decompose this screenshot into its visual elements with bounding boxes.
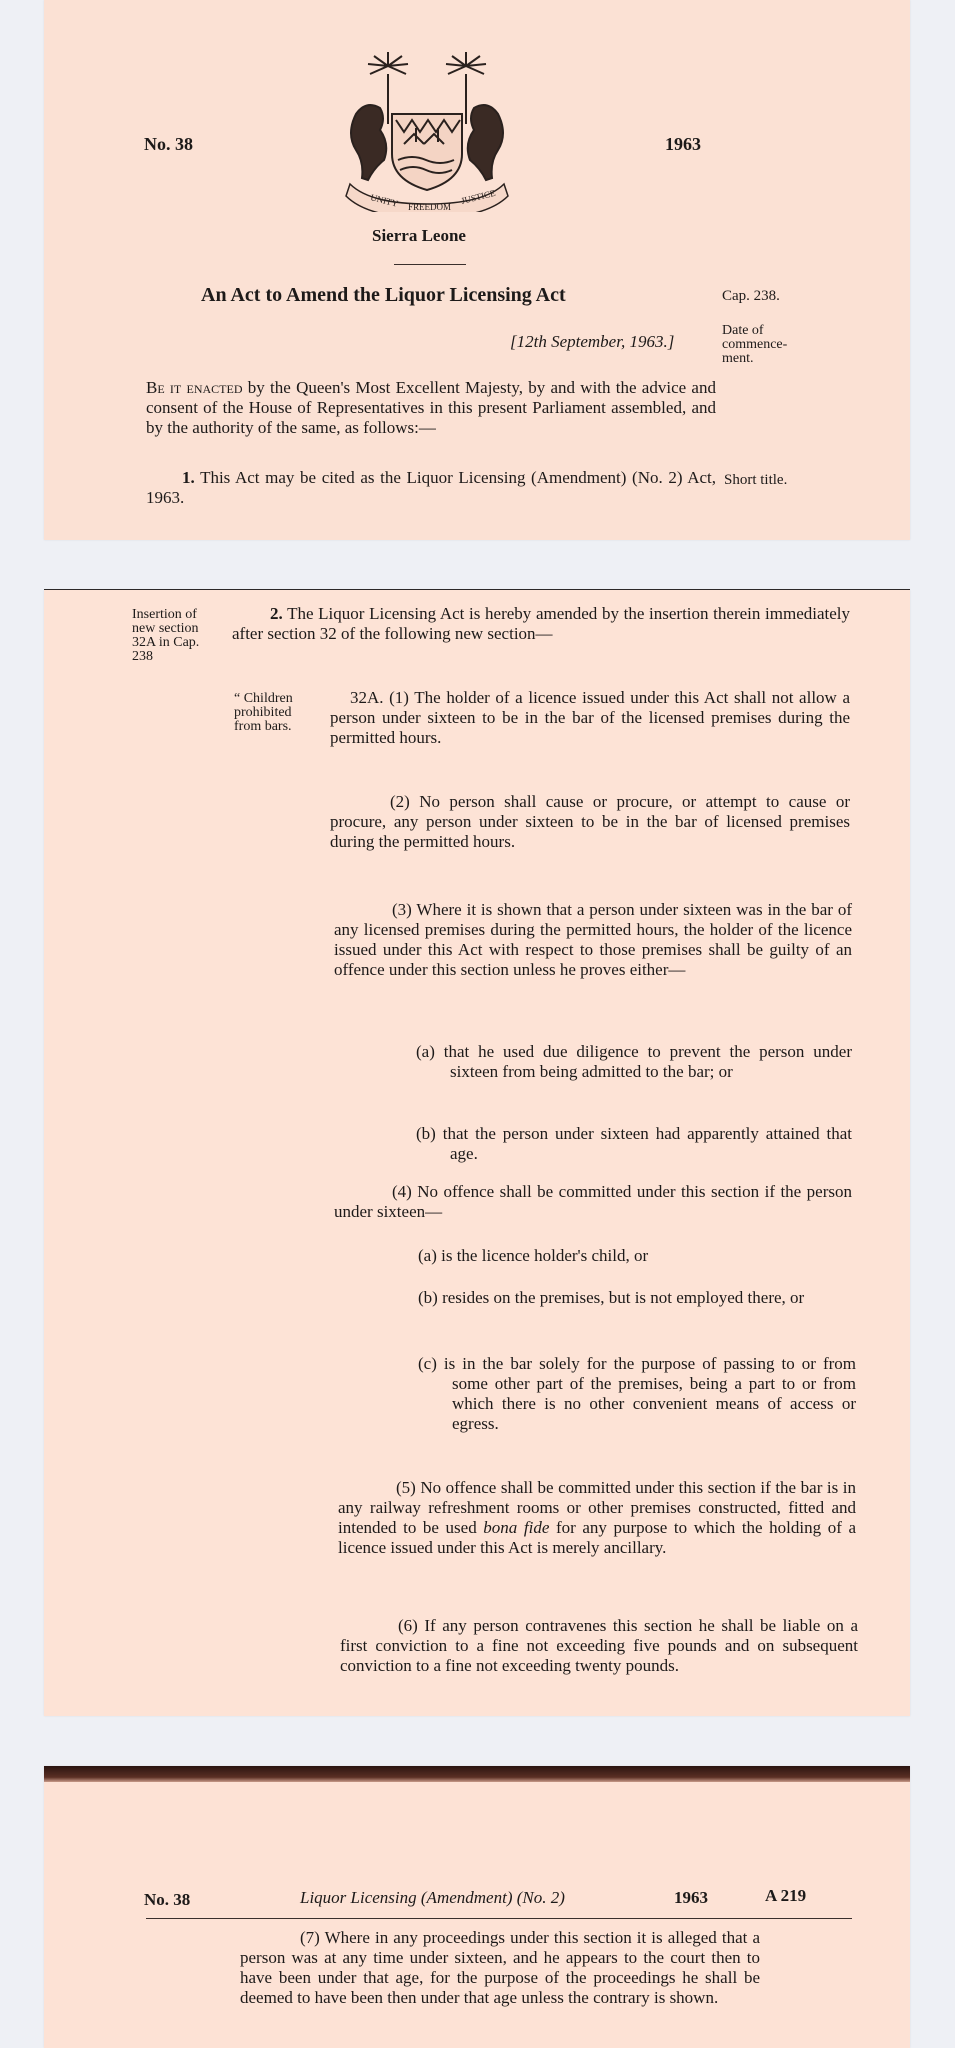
subsection-3: (3) Where it is shown that a person under sixteen was in the bar of any licensed premises during the permitted hours, the holder of the licence issued under this Act with respect to those premises shall be guilty of an offence under this section unless he proves either— (334, 900, 852, 979)
enacting-text: by the Queen's Most Excellent Majesty, by and with the advice and consent of the House of Representatives in this present Parliament assembled, and by the authority of the same, as follows:— (146, 378, 716, 437)
act-year: 1963 (665, 134, 701, 154)
enactment-date: [12th September, 1963.] (510, 332, 675, 351)
subsection-4-b: (b) resides on the premises, but is not employed there, or (418, 1288, 805, 1307)
subsection-5 (338, 1478, 856, 1558)
motto-word-1: UNITY (369, 192, 400, 209)
subsection-4-a: (a) is the licence holder's child, or (418, 1246, 649, 1265)
subsection-3-a: (a) that he used due diligence to prevent the person under sixteen from being admitted to the bar; or (416, 1042, 852, 1081)
date-margin-note: Date of commence- ment. (722, 323, 788, 366)
gazette-page-1 (44, 0, 910, 540)
subsection-7: (7) Where in any proceedings under this section it is alleged that a person was at any time under sixteen, and he appears to the court then to have been under that age, for the purpose of the proceedings he shall be deemed to have been then under that age unless the contrary is shown. (240, 1928, 760, 2007)
header-rule (146, 1918, 852, 1919)
section-2 (232, 604, 850, 644)
motto-word-2: FREEDOM (408, 202, 452, 212)
cap-reference: Cap. 238. (722, 288, 780, 304)
country-name: Sierra Leone (372, 226, 466, 245)
subsection-5-text-1: (5) No offence shall be committed under this section if the bar is in any railway refreshment rooms or other premises constructed, fitted and intended to be used (338, 1478, 856, 1537)
section-2-text: The Liquor Licensing Act is hereby amended by the insertion therein immediately after section 32 of the following new section— (232, 604, 850, 643)
running-year: 1963 (674, 1888, 708, 1907)
subsection-6: (6) If any person contravenes this section he shall be liable on a first conviction to a fine not exceeding five pounds and on subsequent conviction to a fine not exceeding twenty pounds. (340, 1616, 858, 1675)
enacting-formula (146, 378, 716, 438)
subsection-5-bona-fide: bona fide (483, 1518, 550, 1537)
act-title: An Act to Amend the Liquor Licensing Act (201, 284, 566, 306)
section-1-text: This Act may be cited as the Liquor Licensing (Amendment) (No. 2) Act, 1963. (146, 468, 716, 507)
subsection-1: 32A. (1) The holder of a licence issued under this Act shall not allow a person under sixteen to be in the bar of the licensed premises during the permitted hours. (330, 688, 850, 747)
section-1-number: 1. (182, 468, 195, 487)
sierra-leone-coat-of-arms (336, 44, 518, 212)
act-number: No. 38 (144, 134, 193, 154)
title-divider (394, 264, 466, 265)
insertion-margin-note: Insertion of new section 32A in Cap. 238 (132, 607, 200, 664)
gazette-page-2 (44, 590, 910, 1716)
running-title: Liquor Licensing (Amendment) (No. 2) (300, 1888, 565, 1907)
enacting-lead: Be it enacted (146, 378, 243, 397)
subsection-5-text-2: for any purpose to which the holding of a licence issued under this Act is merely ancillary. (338, 1518, 856, 1557)
motto-word-3: JUSTICE (460, 187, 497, 206)
section-2-number: 2. (270, 604, 283, 623)
section-1 (146, 468, 716, 508)
page-edge-shadow (44, 1766, 910, 1782)
subsection-2: (2) No person shall cause or procure, or attempt to cause or procure, any person under sixteen to be in the bar of licensed premises during the permitted hours. (330, 792, 850, 851)
children-margin-note: “ Children prohibited from bars. (234, 691, 293, 734)
page-reference: A 219 (765, 1886, 807, 1905)
gazette-page-3 (44, 1766, 910, 2048)
subsection-4-c: (c) is in the bar solely for the purpose of passing to or from some other part of the premises, being a part to or from which there is no other convenient means of access or egress. (418, 1354, 856, 1433)
subsection-4: (4) No offence shall be committed under this section if the person under sixteen— (334, 1182, 852, 1221)
subsection-3-b: (b) that the person under sixteen had apparently attained that age. (416, 1124, 852, 1163)
short-title-margin-note: Short title. (724, 472, 788, 488)
act-number: No. 38 (144, 1890, 191, 1909)
